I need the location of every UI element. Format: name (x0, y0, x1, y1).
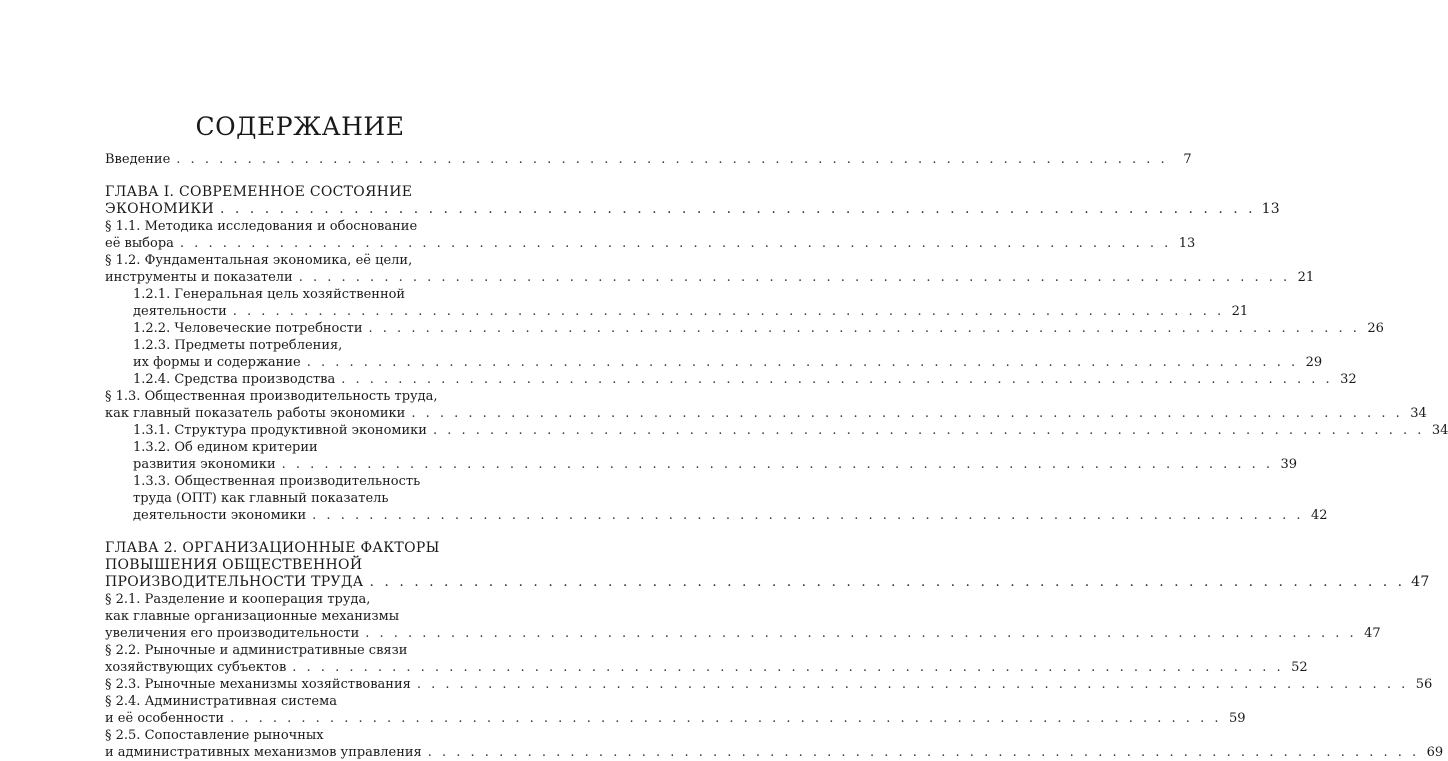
toc-entry-text: § 2.2. Рыночные и административные связи (105, 643, 408, 658)
dot-leader: . . . . . . . . . . . . . . . . . . . . . . . . . . . . . . . . . . . . . . . . . . . . . . . . . . . . . . . . . . . . . . . . . . . . . . (312, 508, 1304, 523)
toc-section-2-2[interactable] (105, 642, 1308, 676)
toc-subsection-1-3-1[interactable] (105, 422, 1448, 439)
toc-section-1-2[interactable] (105, 252, 1315, 286)
toc-entry-text: и её особенности (105, 711, 225, 726)
page-number: 69 (1426, 745, 1444, 760)
toc-section-2-4[interactable] (105, 693, 1246, 727)
toc-section-1-3[interactable] (105, 388, 1427, 422)
toc-entry-text: 1.3.3. Общественная производительность (133, 474, 421, 489)
toc-entry-text: § 1.2. Фундаментальная экономика, её цели, (105, 253, 413, 268)
page-number: 39 (1280, 457, 1298, 472)
toc-entry-text: ПРОИЗВОДИТЕЛЬНОСТИ ТРУДА (105, 574, 364, 590)
dot-leader: . . . . . . . . . . . . . . . . . . . . . . . . . . . . . . . . . . . . . . . . . . . . . . . . . . . . . . . . . . . . . . . . . . . . . . (416, 677, 1409, 692)
dot-leader: . . . . . . . . . . . . . . . . . . . . . . . . . . . . . . . . . . . . . . . . . . . . . . . . . . . . . . . . . . . . . . . . . . . . . . (232, 304, 1225, 319)
toc-entry-text: труда (ОПТ) как главный показатель (133, 491, 389, 506)
dot-leader: . . . . . . . . . . . . . . . . . . . . . . . . . . . . . . . . . . . . . . . . . . . . . . . . . . . . . . . . . . . . . . . . . . . . . . (365, 626, 1357, 641)
toc-entry-text: § 2.4. Административная система (105, 694, 337, 709)
toc-entry-text: инструменты и показатели (105, 270, 293, 285)
page-number: 34 (1431, 423, 1448, 438)
page-number: 26 (1367, 321, 1384, 336)
page-number: 21 (1231, 304, 1249, 319)
dot-leader: . . . . . . . . . . . . . . . . . . . . . . . . . . . . . . . . . . . . . . . . . . . . . . . . . . . . . . . . . . . . . . . . . . . . . . (432, 423, 1425, 438)
toc-entry-text: ГЛАВА 2. ОРГАНИЗАЦИОННЫЕ ФАКТОРЫ (105, 540, 440, 556)
page-number: 29 (1305, 355, 1323, 370)
toc-section-1-1[interactable] (105, 218, 1196, 252)
page-number: 56 (1415, 677, 1433, 692)
toc-entry-introduction[interactable] (105, 151, 1192, 168)
page-number: 52 (1291, 660, 1308, 675)
dot-leader: . . . . . . . . . . . . . . . . . . . . . . . . . . . . . . . . . . . . . . . . . . . . . . . . . . . . . . . . . . . . . . . . . . . . . . (341, 372, 1333, 387)
page-number: 21 (1297, 270, 1315, 285)
toc-subsection-1-2-1[interactable] (105, 286, 1249, 320)
toc-section-2-5[interactable] (105, 727, 1444, 761)
dot-leader: . . . . . . . . . . . . . . . . . . . . . . . . . . . . . . . . . . . . . . . . . . . . . . . . . . . . . . . . . . . . . . . . . . . . . . (281, 457, 1274, 472)
dot-leader: . . . . . . . . . . . . . . . . . . . . . . . . . . . . . . . . . . . . . . . . . . . . . . . . . . . . . . . . . . . . . . . . . . . . . . (411, 406, 1403, 421)
toc-chapter-2[interactable] (105, 540, 1430, 591)
dot-leader: . . . . . . . . . . . . . . . . . . . . . . . . . . . . . . . . . . . . . . . . . . . . . . . . . . . . . . . . . . . . . . . . . . . . . . (176, 152, 1168, 167)
page-number: 34 (1410, 406, 1427, 421)
toc-chapter-1[interactable] (105, 184, 1280, 218)
toc-entry-text: 1.2.2. Человеческие потребности (133, 321, 363, 336)
page-number: 42 (1311, 508, 1328, 523)
toc-entry-text: ЭКОНОМИКИ (105, 201, 214, 217)
toc-entry-text: увеличения его производительности (105, 626, 360, 641)
dot-leader: . . . . . . . . . . . . . . . . . . . . . . . . . . . . . . . . . . . . . . . . . . . . . . . . . . . . . . . . . . . . . . . . . . . . . . (179, 236, 1172, 251)
toc-section-2-3[interactable] (105, 676, 1433, 693)
toc-entry-text: и административных механизмов управления (105, 745, 422, 760)
dot-leader: . . . . . . . . . . . . . . . . . . . . . . . . . . . . . . . . . . . . . . . . . . . . . . . . . . . . . . . . . . . . . . . . . . . . . . (298, 270, 1291, 285)
toc-entry-text: § 2.1. Разделение и кооперация труда, (105, 592, 371, 607)
toc-entry-text: как главные организационные механизмы (105, 609, 400, 624)
toc-entry-text: деятельности (133, 304, 227, 319)
toc-entry-text: § 2.5. Сопоставление рыночных (105, 728, 324, 743)
dot-leader: . . . . . . . . . . . . . . . . . . . . . . . . . . . . . . . . . . . . . . . . . . . . . . . . . . . . . . . . . . . . . . . . . . . . . . (427, 745, 1420, 760)
toc-entry-text: ГЛАВА I. СОВРЕМЕННОЕ СОСТОЯНИЕ (105, 184, 413, 200)
toc-subsection-1-2-2[interactable] (105, 320, 1384, 337)
dot-leader: . . . . . . . . . . . . . . . . . . . . . . . . . . . . . . . . . . . . . . . . . . . . . . . . . . . . . . . . . . . . . . . . . . . . . . (292, 660, 1284, 675)
page-number: 13 (1261, 201, 1280, 217)
page-number: 47 (1411, 574, 1430, 590)
toc-entry-text: 1.3.2. Об едином критерии (133, 440, 318, 455)
toc-entry-text: её выбора (105, 236, 174, 251)
page-number: 47 (1364, 626, 1381, 641)
toc-subsection-1-3-3[interactable] (105, 473, 1328, 524)
toc-entry-text: Введение (105, 152, 171, 167)
toc-entry-text: ПОВЫШЕНИЯ ОБЩЕСТВЕННОЙ (105, 557, 363, 573)
toc-entry-text: деятельности экономики (133, 508, 307, 523)
toc-entry-text: как главный показатель работы экономики (105, 406, 406, 421)
toc-subsection-1-3-2[interactable] (105, 439, 1298, 473)
dot-leader: . . . . . . . . . . . . . . . . . . . . . . . . . . . . . . . . . . . . . . . . . . . . . . . . . . . . . . . . . . . . . . . . . . . . . . (230, 711, 1222, 726)
toc-entry-text: 1.2.3. Предметы потребления, (133, 338, 343, 353)
dot-leader: . . . . . . . . . . . . . . . . . . . . . . . . . . . . . . . . . . . . . . . . . . . . . . . . . . . . . . . . . . . . . . . . . . . . . . (220, 201, 1256, 217)
toc-entry-text: развития экономики (133, 457, 276, 472)
toc-entry-text: 1.2.4. Средства производства (133, 372, 336, 387)
toc-entry-text: их формы и содержание (133, 355, 301, 370)
toc-subsection-1-2-4[interactable] (105, 371, 1357, 388)
dot-leader: . . . . . . . . . . . . . . . . . . . . . . . . . . . . . . . . . . . . . . . . . . . . . . . . . . . . . . . . . . . . . . . . . . . . . . (368, 321, 1360, 336)
toc-entry-text: § 1.1. Методика исследования и обоснование (105, 219, 418, 234)
page-title: СОДЕРЖАНИЕ (195, 112, 405, 141)
dot-leader: . . . . . . . . . . . . . . . . . . . . . . . . . . . . . . . . . . . . . . . . . . . . . . . . . . . . . . . . . . . . . . . . . . . . . . (306, 355, 1299, 370)
page-number: 32 (1340, 372, 1357, 387)
toc-entry-text: хозяйствующих субъектов (105, 660, 287, 675)
page-number: 13 (1178, 236, 1196, 251)
toc-section-2-1[interactable] (105, 591, 1381, 642)
dot-leader: . . . . . . . . . . . . . . . . . . . . . . . . . . . . . . . . . . . . . . . . . . . . . . . . . . . . . . . . . . . . . . . . . . . . . . (369, 574, 1406, 590)
toc-entry-text: § 2.3. Рыночные механизмы хозяйствования (105, 677, 411, 692)
page-number: 7 (1183, 152, 1192, 167)
page-number: 59 (1228, 711, 1246, 726)
toc-entry-text: § 1.3. Общественная производительность труда, (105, 389, 438, 404)
toc-subsection-1-2-3[interactable] (105, 337, 1323, 371)
table-of-contents (105, 151, 1448, 761)
toc-entry-text: 1.3.1. Структура продуктивной экономики (133, 423, 427, 438)
toc-entry-text: 1.2.1. Генеральная цель хозяйственной (133, 287, 406, 302)
